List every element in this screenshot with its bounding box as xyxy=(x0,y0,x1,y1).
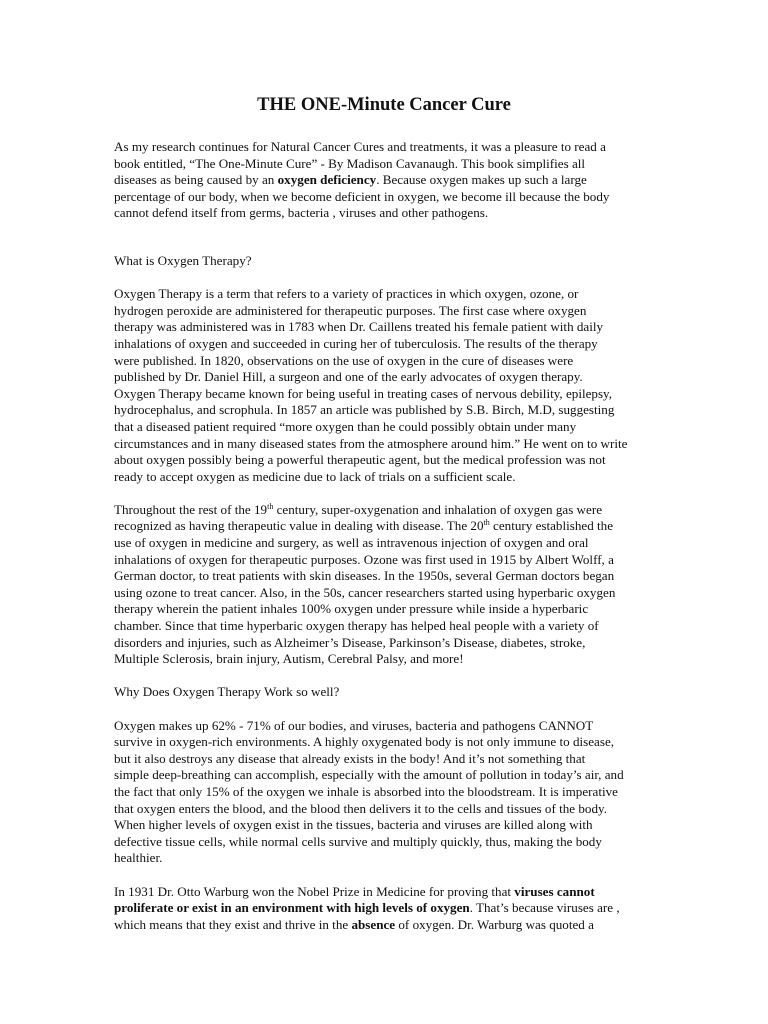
text-segment: ready to accept oxygen as medicine due to lack of trials on a sufficient scale. xyxy=(114,468,516,484)
twentieth-century-paragraph xyxy=(114,502,664,668)
text-segment: Multiple Sclerosis, brain injury, Autism, Cerebral Palsy, and more! xyxy=(114,651,464,667)
document-body xyxy=(114,139,664,933)
text-segment: percentage of our body, when we become deficient in oxygen, we become ill because the body xyxy=(114,188,610,204)
text-line xyxy=(114,784,664,801)
bold-text: proliferate or exist in an environment with high levels of oxygen xyxy=(114,900,470,916)
text-line xyxy=(114,801,664,818)
text-line xyxy=(114,568,664,585)
text-segment: published by Dr. Daniel Hill, a surgeon and one of the early advocates of oxygen therapy. xyxy=(114,369,583,385)
text-segment: recognized as having therapeutic value in dealing with disease. The 20 xyxy=(114,518,484,534)
text-line xyxy=(114,651,664,668)
text-segment: book entitled, “The One-Minute Cure” - By Madison Cavanaugh. This book simplifies all xyxy=(114,155,586,171)
text-segment: survive in oxygen-rich environments. A highly oxygenated body is not only immune to disease, xyxy=(114,734,615,750)
text-line xyxy=(114,900,664,917)
text-line xyxy=(114,585,664,602)
text-line xyxy=(114,601,664,618)
text-segment: defective tissue cells, while normal cells survive and multiply quickly, thus, making the body xyxy=(114,833,602,849)
text-segment: Oxygen Therapy became known for being useful in treating cases of nervous debility, epilepsy, xyxy=(114,385,613,401)
document-title: THE ONE-Minute Cancer Cure xyxy=(257,95,511,115)
text-segment: that oxygen enters the blood, and the blood then delivers it to the cells and tissues of the body. xyxy=(114,800,607,816)
text-segment: the fact that only 15% of the oxygen we inhale is absorbed into the bloodstream. It is imperative xyxy=(114,783,618,799)
text-segment: which means that they exist and thrive in the xyxy=(114,916,352,932)
text-segment: century, super-oxygenation and inhalation of oxygen gas were xyxy=(273,501,603,517)
superscript: th xyxy=(483,518,490,528)
bold-text: viruses cannot xyxy=(514,883,595,899)
text-line xyxy=(114,635,664,652)
text-segment: Oxygen makes up 62% - 71% of our bodies, and viruses, bacteria and pathogens CANNOT xyxy=(114,717,594,733)
text-line xyxy=(114,751,664,768)
text-line xyxy=(114,156,664,173)
history-paragraph xyxy=(114,286,664,485)
text-segment: . Because oxygen makes up such a large xyxy=(376,172,587,188)
text-line xyxy=(114,535,664,552)
text-line xyxy=(114,319,664,336)
section-heading-why-does-it-work xyxy=(114,684,664,701)
text-segment: disorders and injuries, such as Alzheimer’s Disease, Parkinson’s Disease, diabetes, stroke, xyxy=(114,634,586,650)
text-segment: Oxygen Therapy is a term that refers to a variety of practices in which oxygen, ozone, or xyxy=(114,286,579,302)
text-line xyxy=(114,552,664,569)
text-segment: inhalations of oxygen for therapeutic purposes. Ozone was first used in 1915 by Albert Wolff, a xyxy=(114,551,614,567)
text-line xyxy=(114,469,664,486)
text-line xyxy=(114,834,664,851)
oxygen-body-paragraph xyxy=(114,718,664,867)
text-segment: cannot defend itself from germs, bacteria , viruses and other pathogens. xyxy=(114,205,489,221)
text-segment: that a diseased patient required “more oxygen than he could possibly obtain under many xyxy=(114,418,577,434)
text-segment: of oxygen. Dr. Warburg was quoted a xyxy=(395,916,594,932)
text-segment: but it also destroys any disease that already exists in the body! And it’s not something that xyxy=(114,750,586,766)
text-segment: diseases as being caused by an xyxy=(114,172,278,188)
text-segment: German doctor, to treat patients with skin diseases. In the 1950s, several German doctors began xyxy=(114,568,615,584)
text-line xyxy=(114,618,664,635)
text-segment: century established the xyxy=(489,518,614,534)
text-segment: simple deep-breathing can accomplish, especially with the amount of pollution in today’s air, and xyxy=(114,767,624,783)
text-segment: hydrogen peroxide are administered for therapeutic purposes. The first case where oxygen xyxy=(114,302,587,318)
text-segment: use of oxygen in medicine and surgery, as well as intravenous injection of oxygen and oral xyxy=(114,535,589,551)
text-line xyxy=(114,336,664,353)
text-segment: Throughout the rest of the 19 xyxy=(114,501,268,517)
text-line xyxy=(114,286,664,303)
text-line xyxy=(114,452,664,469)
text-segment: inhalations of oxygen and succeeded in curing her of tuberculosis. The results of the therapy xyxy=(114,335,598,351)
text-segment: were published. In 1820, observations on the use of oxygen in the cure of diseases were xyxy=(114,352,574,368)
text-line xyxy=(114,436,664,453)
intro-paragraph xyxy=(114,139,664,222)
text-segment: As my research continues for Natural Cancer Cures and treatments, it was a pleasure to read a xyxy=(114,139,606,154)
text-line xyxy=(114,205,664,222)
text-line xyxy=(114,734,664,751)
text-line xyxy=(114,419,664,436)
text-line xyxy=(114,172,664,189)
text-line xyxy=(114,369,664,386)
text-segment: using ozone to treat cancer. Also, in the 50s, cancer researchers started using hyperbaric oxygen xyxy=(114,584,616,600)
warburg-paragraph xyxy=(114,884,664,934)
section-heading-what-is-oxygen-therapy xyxy=(114,253,664,270)
text-segment: hydrocephalus, and scrophula. In 1857 an article was published by S.B. Birch, M.D, suggesting xyxy=(114,402,615,418)
text-segment: circumstances and in many diseased states from the atmosphere around him.” He went on to write xyxy=(114,435,628,451)
text-line xyxy=(114,718,664,735)
text-line xyxy=(114,817,664,834)
text-segment: When higher levels of oxygen exist in the tissues, bacteria and viruses are killed along with xyxy=(114,817,593,833)
text-line xyxy=(114,139,664,156)
heading-text: What is Oxygen Therapy? xyxy=(114,252,252,268)
text-line xyxy=(114,518,664,535)
text-segment: healthier. xyxy=(114,850,163,866)
bold-text: absence xyxy=(351,916,396,932)
text-line xyxy=(114,353,664,370)
superscript: th xyxy=(267,501,274,511)
text-segment: chamber. Since that time hyperbaric oxygen therapy has helped heal people with a variety of xyxy=(114,618,599,634)
text-line xyxy=(114,884,664,901)
bold-text: oxygen deficiency xyxy=(277,172,377,188)
text-segment: In 1931 Dr. Otto Warburg won the Nobel Prize in Medicine for proving that xyxy=(114,883,515,899)
text-line xyxy=(114,386,664,403)
text-line xyxy=(114,917,664,934)
text-line xyxy=(114,402,664,419)
text-segment: therapy was administered was in 1783 when Dr. Caillens treated his female patient with daily xyxy=(114,319,604,335)
text-line xyxy=(114,189,664,206)
text-line xyxy=(114,850,664,867)
text-line xyxy=(114,502,664,519)
text-segment: . That’s because viruses are , xyxy=(469,900,620,916)
heading-text: Why Does Oxygen Therapy Work so well? xyxy=(114,684,340,700)
text-segment: about oxygen possibly being a powerful therapeutic agent, but the medical profession was not xyxy=(114,452,606,468)
text-line xyxy=(114,767,664,784)
text-segment: therapy wherein the patient inhales 100% oxygen under pressure while inside a hyperbaric xyxy=(114,601,589,617)
text-line xyxy=(114,303,664,320)
